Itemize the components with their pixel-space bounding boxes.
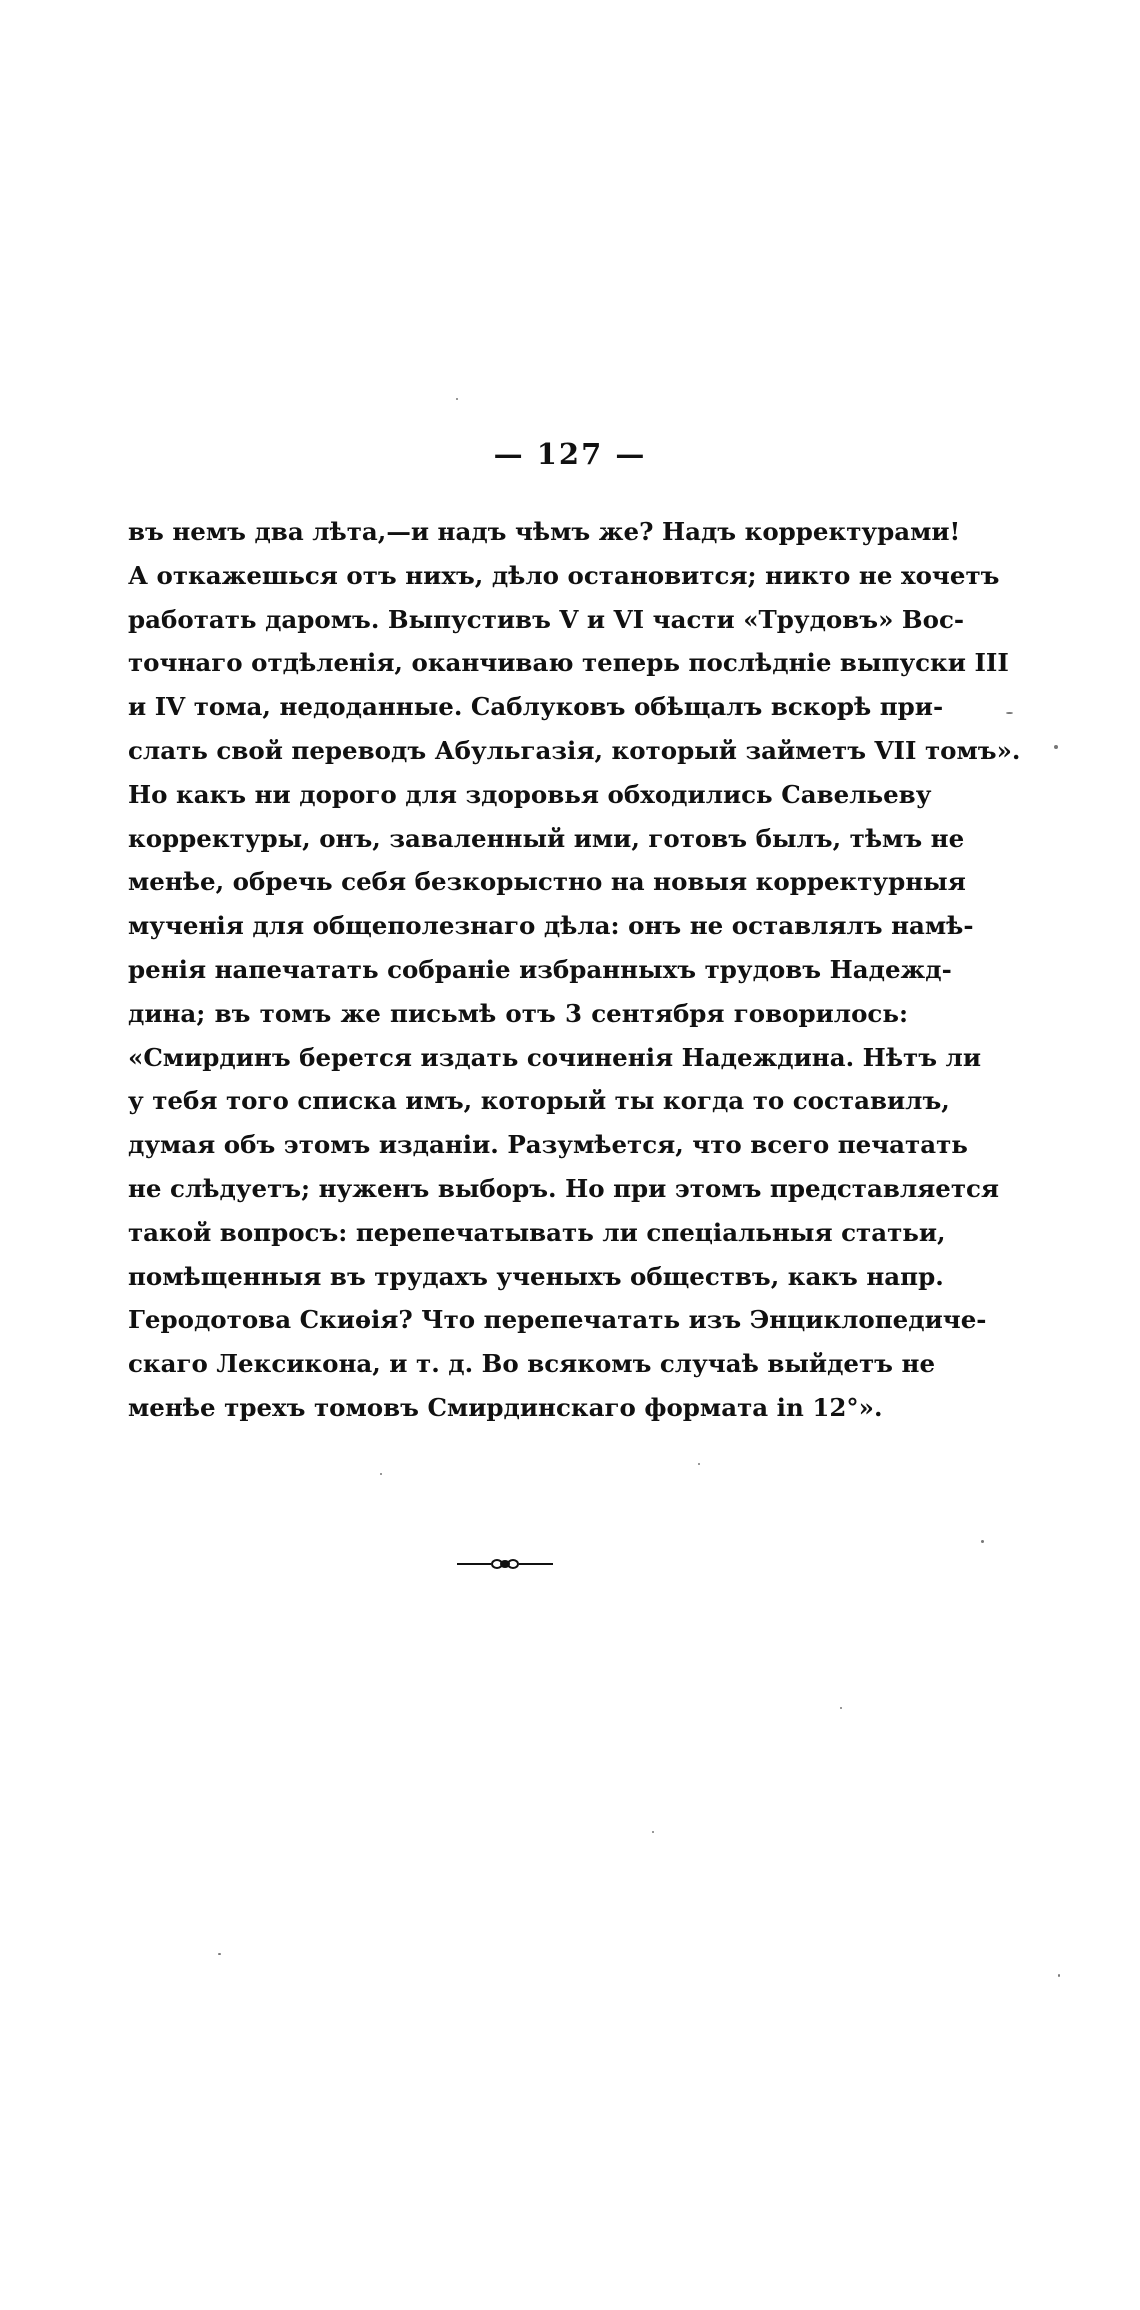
scan-speck xyxy=(1006,712,1013,714)
text-line: Геродотова Скиѳія? Что перепечатать изъ Энциклопедиче- xyxy=(128,1305,987,1335)
scan-speck xyxy=(1058,1974,1060,1977)
page-number: — 127 — xyxy=(493,437,647,471)
end-ornament xyxy=(455,1555,555,1573)
text-line: не слѣдуетъ; нуженъ выборъ. Но при этомъ представляется xyxy=(128,1173,1000,1203)
scan-speck xyxy=(1054,745,1058,749)
text-line: и IV тома, недоданные. Саблуковъ обѣщалъ вскорѣ при- xyxy=(128,692,944,722)
scan-speck xyxy=(218,1953,221,1955)
scan-speck xyxy=(840,1707,842,1709)
scan-speck xyxy=(652,1831,654,1833)
text-line: ренія напечатать собраніе избранныхъ трудовъ Надежд- xyxy=(128,954,952,984)
text-line: скаго Лексикона, и т. д. Во всякомъ случаѣ выйдетъ не xyxy=(128,1349,936,1379)
scan-speck xyxy=(380,1473,382,1475)
text-line: думая объ этомъ изданіи. Разумѣется, что всего печатать xyxy=(128,1130,968,1160)
text-line: дина; въ томъ же письмѣ отъ 3 сентября говорилось: xyxy=(128,998,908,1028)
text-line: точнаго отдѣленія, оканчиваю теперь послѣдніе выпуски III xyxy=(128,648,1009,678)
text-line: помѣщенныя въ трудахъ ученыхъ обществъ, какъ напр. xyxy=(128,1261,944,1291)
text-line: Но какъ ни дорого для здоровья обходились Савельеву xyxy=(128,779,932,809)
scan-speck xyxy=(981,1540,984,1543)
text-line: слать свой переводъ Абульгазія, который займетъ VII томъ». xyxy=(128,735,1021,765)
text-line: въ немъ два лѣта,—и надъ чѣмъ же? Надъ корректурами! xyxy=(128,517,961,546)
text-line: такой вопросъ: перепечатывать ли спеціальныя статьи, xyxy=(128,1217,946,1247)
body-text xyxy=(128,510,1021,1430)
scan-speck xyxy=(698,1463,700,1465)
text-line-last: менѣе трехъ томовъ Смирдинскаго формата in 12°». xyxy=(128,1392,883,1422)
text-line: работать даромъ. Выпустивъ V и VI части «Трудовъ» Вос- xyxy=(128,604,965,634)
text-line: менѣе, обречь себя безкорыстно на новыя корректурныя xyxy=(128,867,966,897)
text-line: А откажешься отъ нихъ, дѣло остановится; никто не хочетъ xyxy=(128,560,1000,590)
text-line: «Смирдинъ берется издать сочиненія Надеждина. Нѣтъ ли xyxy=(128,1042,982,1072)
text-line: мученія для общеполезнаго дѣла: онъ не оставлялъ намѣ- xyxy=(128,911,974,941)
scan-speck xyxy=(456,398,458,400)
text-line: у тебя того списка имъ, который ты когда то составилъ, xyxy=(128,1086,950,1116)
text-line: корректуры, онъ, заваленный ими, готовъ былъ, тѣмъ не xyxy=(128,823,965,853)
